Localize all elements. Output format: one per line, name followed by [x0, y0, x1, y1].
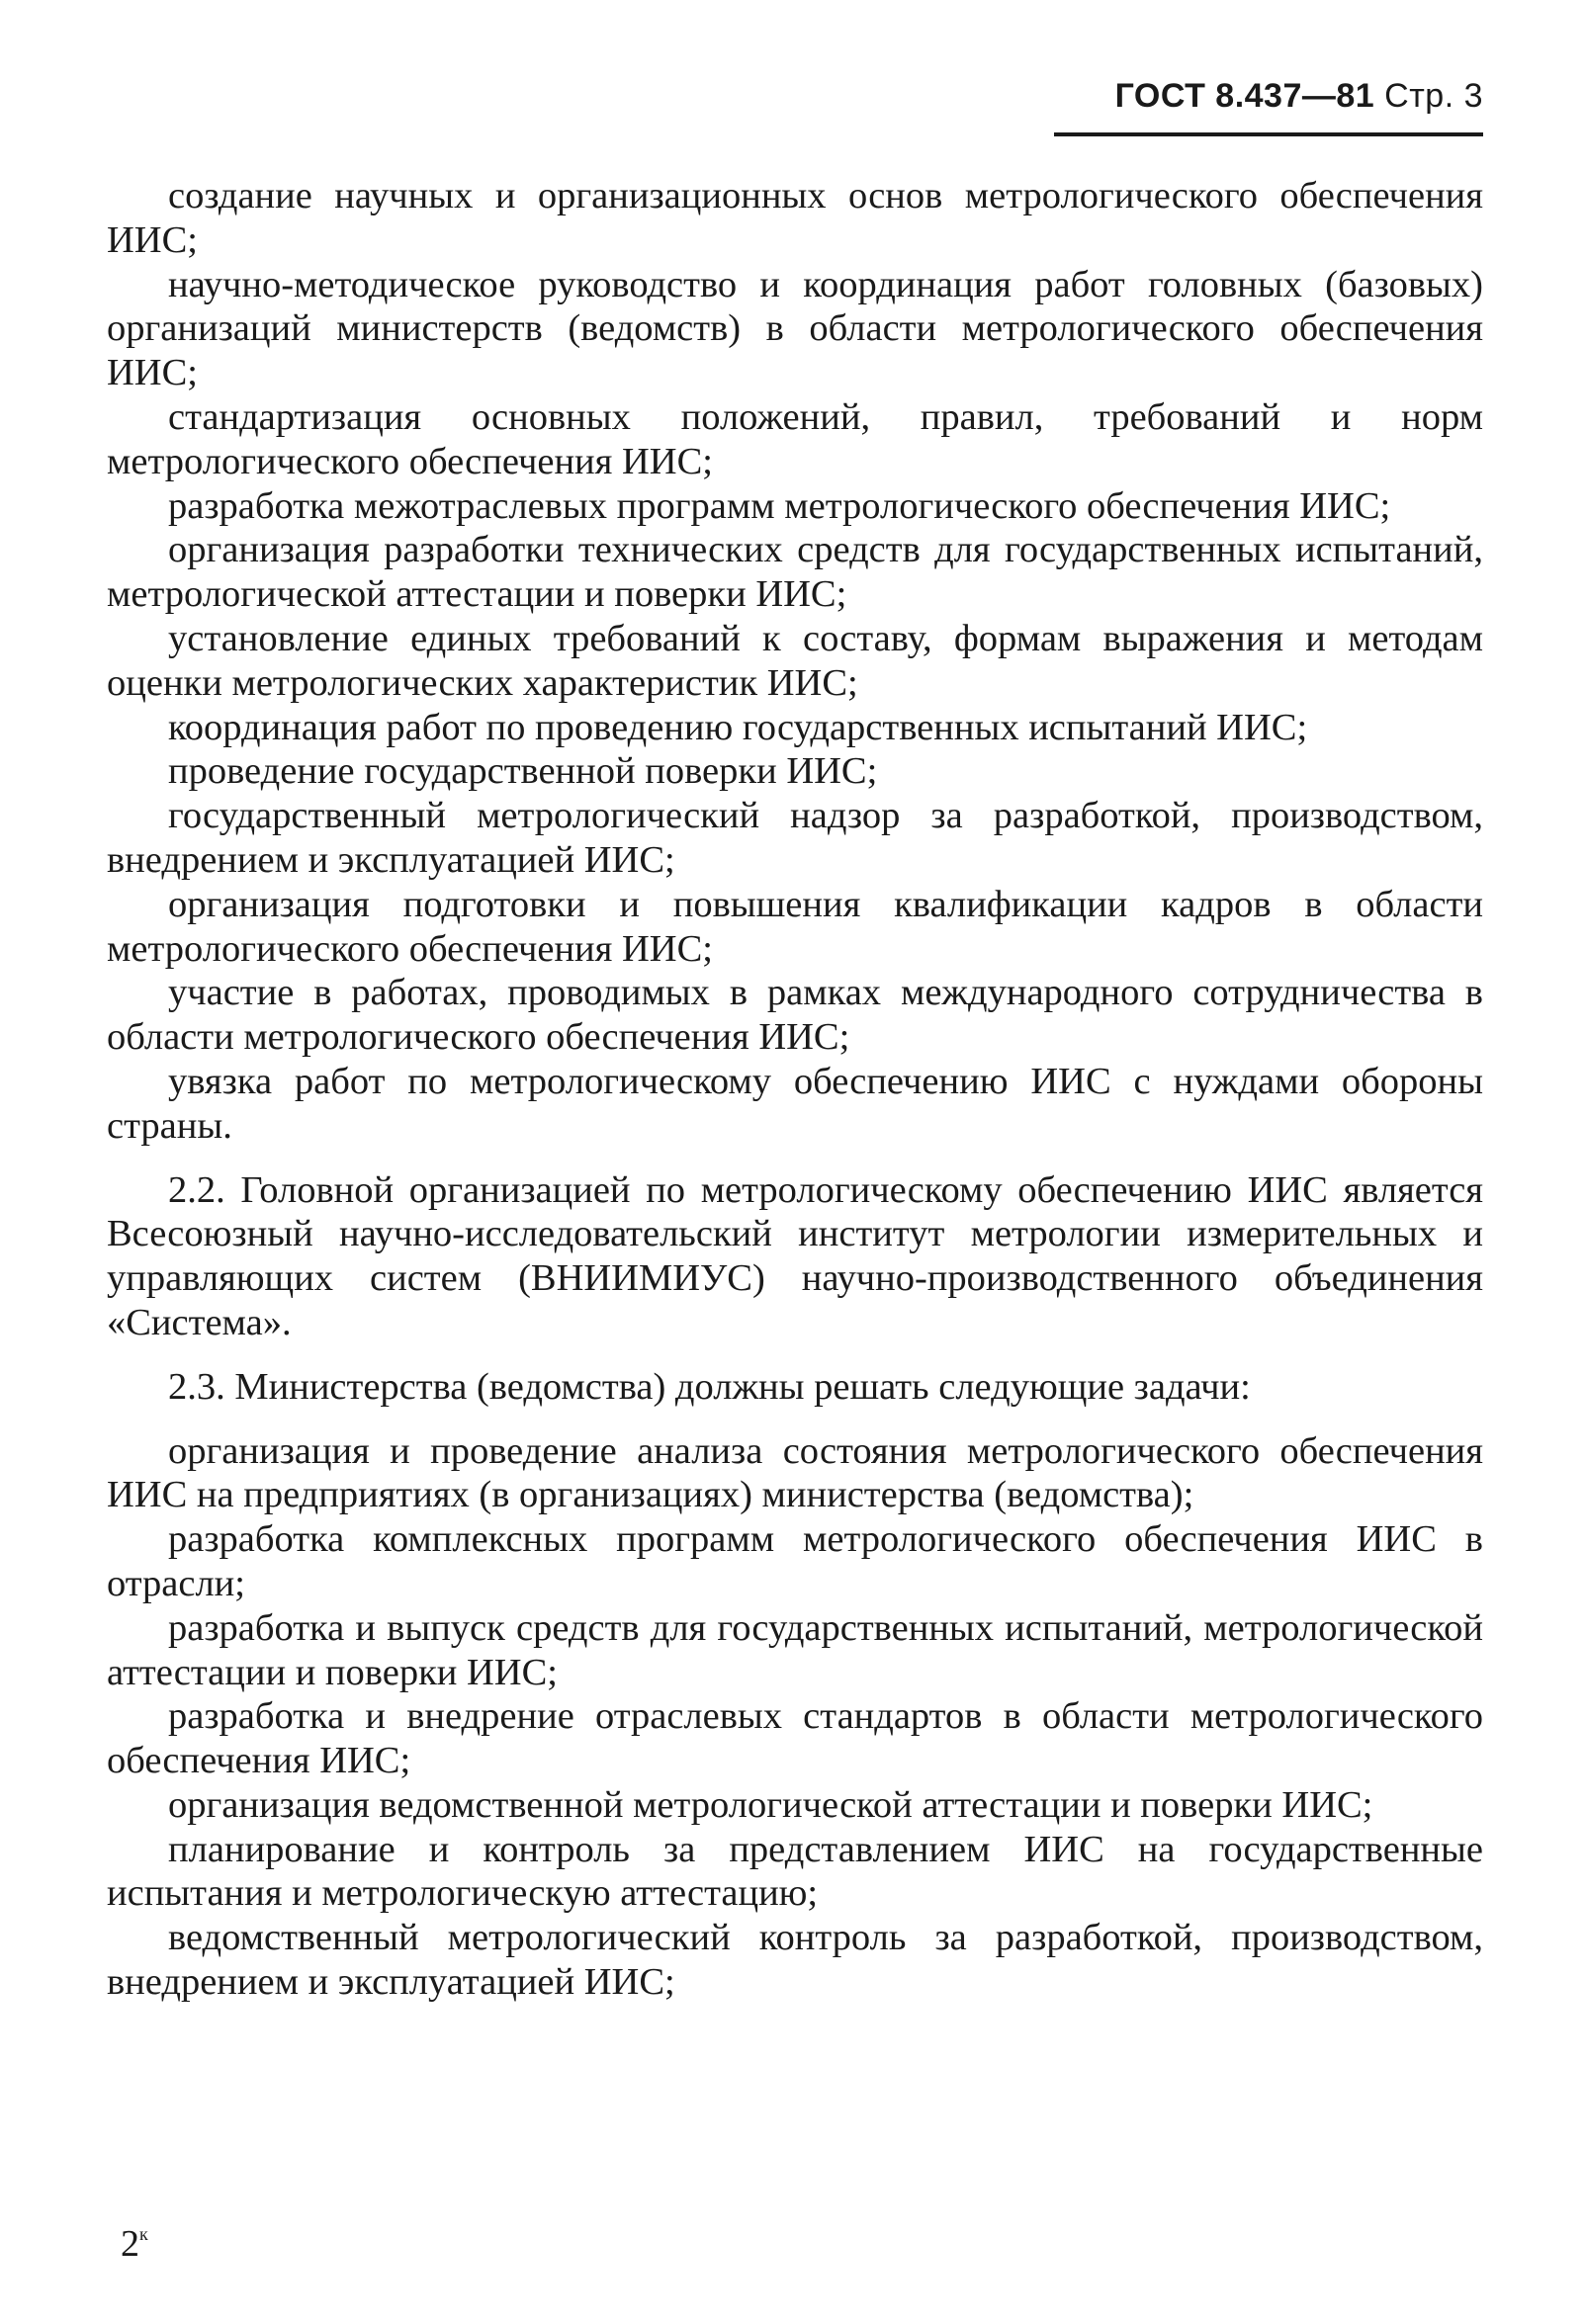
paragraph: проведение государственной поверки ИИС;	[168, 750, 878, 793]
paragraph: создание научных и организационных основ метрологического обеспечения ИИС;	[107, 175, 1483, 261]
paragraph: разработка и выпуск средств для государственных испытаний, метрологической аттестации и поверки ИИС;	[107, 1606, 1483, 1693]
header-text	[1115, 77, 1483, 116]
paragraph: государственный метрологический надзор за разработкой, производством, внедрением и эксплуатацией ИИС;	[107, 795, 1483, 881]
paragraph: планирование и контроль за представлением ИИС на государственные испытания и метрологическую аттестацию;	[107, 1828, 1483, 1915]
paragraph: разработка комплексных программ метрологического обеспечения ИИС в отрасли;	[107, 1518, 1483, 1604]
paragraph: научно-методическое руководство и координация работ головных (базовых) организаций министерств (ведомств) в области метрологического обеспечения ИИС;	[107, 263, 1483, 394]
paragraph: участие в работах, проводимых в рамках международного сотрудничества в области метрологического обеспечения ИИС;	[107, 972, 1483, 1059]
paragraph: организация и проведение анализа состояния метрологического обеспечения ИИС на предприятиях (в организациях) министерства (ведомства);	[107, 1429, 1483, 1516]
body-text	[107, 174, 1483, 2005]
paragraph: разработка межотраслевых программ метрологического обеспечения ИИС;	[168, 484, 1391, 527]
signature-mark: к	[139, 2224, 148, 2244]
paragraph: координация работ по проведению государственных испытаний ИИС;	[168, 706, 1308, 748]
paragraph: организация ведомственной метрологической аттестации и поверки ИИС;	[168, 1783, 1373, 1826]
paragraph: организация разработки технических средств для государственных испытаний, метрологической аттестации и поверки ИИС;	[107, 529, 1483, 616]
printer-signature	[121, 2212, 148, 2266]
paragraph: разработка и внедрение отраслевых стандартов в области метрологического обеспечения ИИС;	[107, 1695, 1483, 1782]
page-number: Стр. 3	[1384, 77, 1483, 115]
standard-code: ГОСТ 8.437—81	[1114, 77, 1375, 115]
paragraph: увязка работ по метрологическому обеспечению ИИС с нуждами обороны страны.	[107, 1060, 1483, 1147]
paragraph: установление единых требований к составу, формам выражения и методам оценки метрологических характеристик ИИС;	[107, 617, 1483, 704]
section-paragraph-2-2: 2.2. Головной организацией по метрологическому обеспечению ИИС является Всесоюзный научно-исследовательский институт метрологии измерительных и управляющих систем (ВНИИМИУС) научно-производственного объединения «Система».	[107, 1168, 1483, 1343]
paragraph: стандартизация основных положений, правил, требований и норм метрологического обеспечения ИИС;	[107, 395, 1483, 482]
page-header	[1054, 71, 1483, 136]
paragraph: организация подготовки и повышения квалификации кадров в области метрологического обеспечения ИИС;	[107, 883, 1483, 970]
section-paragraph-2-3: 2.3. Министерства (ведомства) должны решать следующие задачи:	[168, 1365, 1251, 1408]
paragraph: ведомственный метрологический контроль за разработкой, производством, внедрением и эксплуатацией ИИС;	[107, 1917, 1483, 2004]
header-rule	[1054, 132, 1483, 136]
signature-number: 2	[121, 2223, 139, 2265]
